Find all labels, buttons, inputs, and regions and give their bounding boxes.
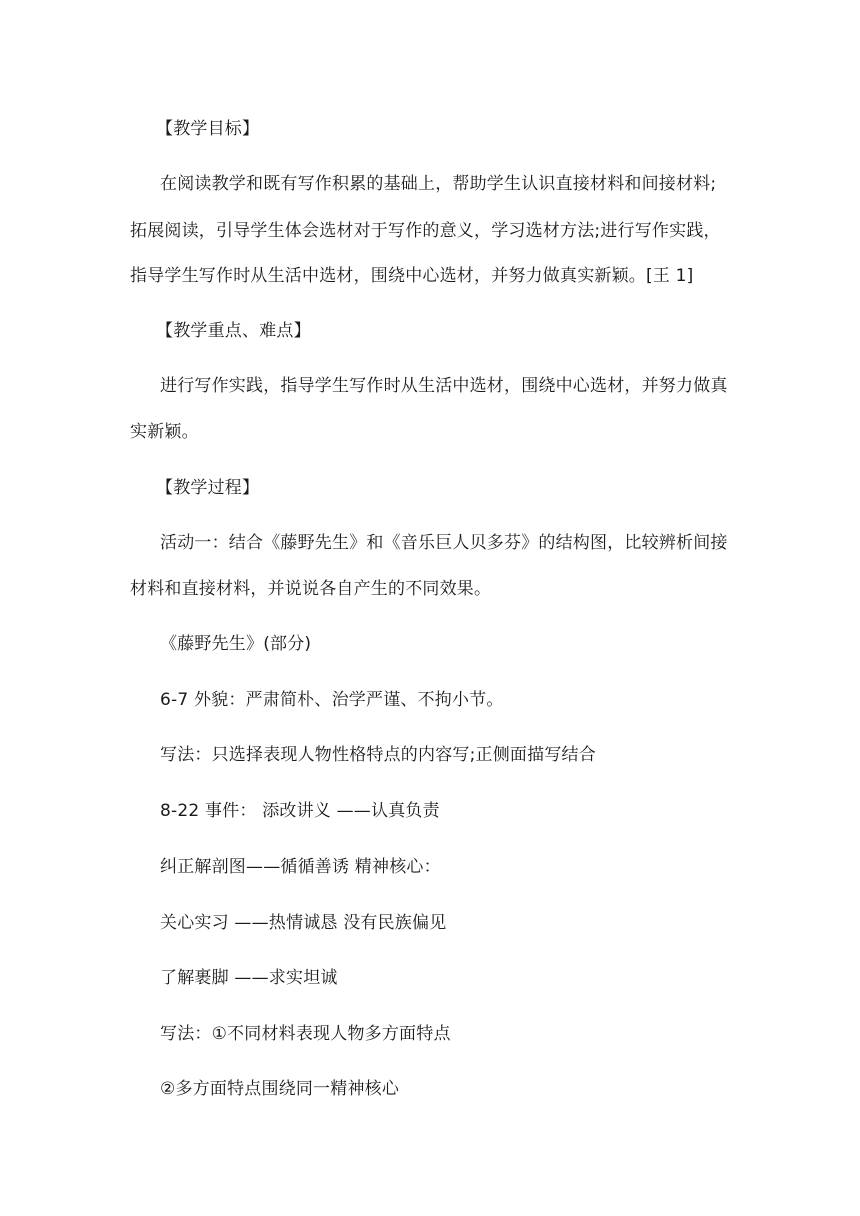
text-line: 《藤野先生》(部分) (160, 634, 312, 654)
text-line: 8-22 事件： 添改讲义 ——认真负责 (160, 801, 440, 821)
text-line: 6-7 外貌：严肃简朴、治学严谨、不拘小节。 (160, 690, 504, 710)
text-line: 了解裹脚 ——求实坦诚 (160, 968, 338, 988)
text-line: 写法：①不同材料表现人物多方面特点 (160, 1024, 451, 1044)
heading-teaching-goals: 【教学目标】 (156, 119, 260, 139)
text-line: ②多方面特点围绕同一精神核心 (160, 1079, 400, 1099)
text-line: 写法：只选择表现人物性格特点的内容写;正侧面描写结合 (160, 745, 596, 765)
activity-paragraph-line-1: 活动一：结合《藤野先生》和《音乐巨人贝多芬》的结构图，比较辨析间接 (160, 533, 728, 553)
goals-paragraph-line-3: 指导学生写作时从生活中选材，围绕中心选材，并努力做真实新颖。[王 1] (130, 266, 694, 286)
goals-paragraph-line-1: 在阅读教学和既有写作积累的基础上，帮助学生认识直接材料和间接材料; (160, 174, 717, 194)
heading-key-points: 【教学重点、难点】 (156, 321, 311, 341)
goals-paragraph-line-2: 拓展阅读，引导学生体会选材对于写作的意义，学习选材方法;进行写作实践， (130, 221, 721, 241)
heading-teaching-process: 【教学过程】 (156, 478, 260, 498)
text-line: 纠正解剖图——循循善诱 精神核心： (160, 857, 441, 877)
key-paragraph-line-2: 实新颖。 (130, 422, 199, 442)
key-paragraph-line-1: 进行写作实践，指导学生写作时从生活中选材，围绕中心选材，并努力做真 (160, 376, 728, 396)
activity-paragraph-line-2: 材料和直接材料，并说说各自产生的不同效果。 (130, 579, 492, 599)
text-line: 关心实习 ——热情诚恳 没有民族偏见 (160, 913, 447, 933)
